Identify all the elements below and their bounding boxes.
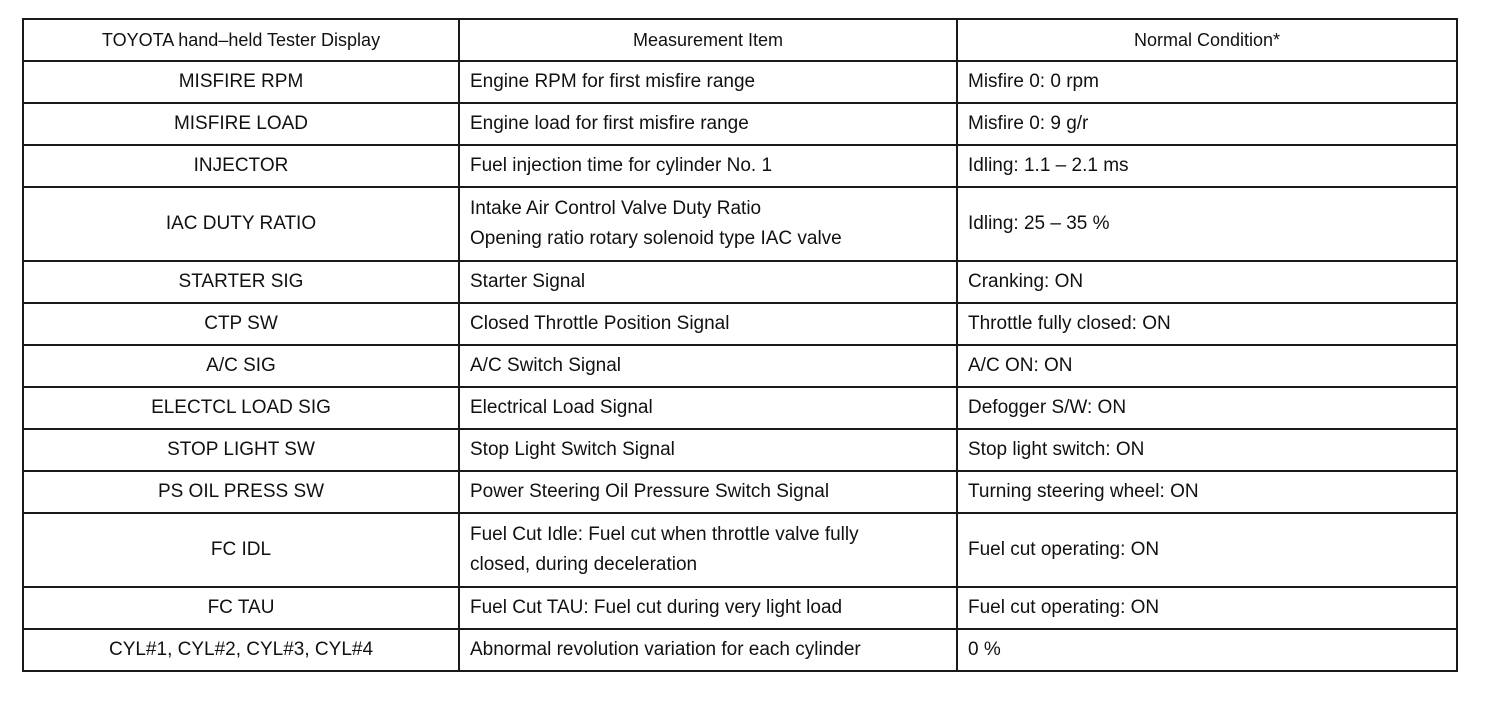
tester-display-cell: STOP LIGHT SW bbox=[23, 429, 459, 471]
tester-display-cell: ELECTCL LOAD SIG bbox=[23, 387, 459, 429]
measurement-item-cell bbox=[459, 187, 957, 261]
table-row bbox=[23, 513, 1457, 587]
normal-condition-cell: Idling: 1.1 – 2.1 ms bbox=[957, 145, 1457, 187]
table-row bbox=[23, 587, 1457, 629]
normal-condition-cell: A/C ON: ON bbox=[957, 345, 1457, 387]
header-measurement-item: Measurement Item bbox=[459, 19, 957, 61]
measurement-item-line: Stop Light Switch Signal bbox=[470, 439, 675, 460]
measurement-item-line: Fuel injection time for cylinder No. 1 bbox=[470, 155, 773, 176]
normal-condition-cell: Cranking: ON bbox=[957, 261, 1457, 303]
table-row bbox=[23, 261, 1457, 303]
measurement-item-line: Closed Throttle Position Signal bbox=[470, 313, 730, 334]
normal-condition-cell: Throttle fully closed: ON bbox=[957, 303, 1457, 345]
tester-display-cell: A/C SIG bbox=[23, 345, 459, 387]
header-normal-condition: Normal Condition* bbox=[957, 19, 1457, 61]
normal-condition-cell: Misfire 0: 0 rpm bbox=[957, 61, 1457, 103]
table-row bbox=[23, 187, 1457, 261]
normal-condition-cell: Fuel cut operating: ON bbox=[957, 587, 1457, 629]
table-row bbox=[23, 145, 1457, 187]
tester-display-cell: PS OIL PRESS SW bbox=[23, 471, 459, 513]
table-row bbox=[23, 103, 1457, 145]
tester-display-cell: MISFIRE RPM bbox=[23, 61, 459, 103]
measurement-item-cell bbox=[459, 387, 957, 429]
normal-condition-cell: Turning steering wheel: ON bbox=[957, 471, 1457, 513]
tester-display-cell: MISFIRE LOAD bbox=[23, 103, 459, 145]
measurement-item-cell bbox=[459, 629, 957, 671]
tester-display-cell: IAC DUTY RATIO bbox=[23, 187, 459, 261]
measurement-item-line: Opening ratio rotary solenoid type IAC valve bbox=[470, 228, 842, 249]
table-body bbox=[23, 61, 1457, 671]
tester-display-cell: STARTER SIG bbox=[23, 261, 459, 303]
measurement-item-line: Fuel Cut Idle: Fuel cut when throttle valve fully bbox=[470, 524, 859, 545]
tester-display-cell: INJECTOR bbox=[23, 145, 459, 187]
tester-data-sheet bbox=[22, 18, 1456, 672]
normal-condition-cell: Stop light switch: ON bbox=[957, 429, 1457, 471]
table-row bbox=[23, 471, 1457, 513]
table-row bbox=[23, 61, 1457, 103]
measurement-item-cell bbox=[459, 429, 957, 471]
table-row bbox=[23, 429, 1457, 471]
measurement-item-cell bbox=[459, 587, 957, 629]
measurement-item-line: Fuel Cut TAU: Fuel cut during very light load bbox=[470, 597, 843, 618]
normal-condition-cell: Fuel cut operating: ON bbox=[957, 513, 1457, 587]
measurement-item-cell bbox=[459, 261, 957, 303]
measurement-item-line: Engine load for first misfire range bbox=[470, 113, 749, 134]
tester-data-table bbox=[22, 18, 1458, 672]
measurement-item-line: A/C Switch Signal bbox=[470, 355, 622, 376]
measurement-item-line: Abnormal revolution variation for each cylinder bbox=[470, 639, 861, 660]
header-tester-display: TOYOTA hand–held Tester Display bbox=[23, 19, 459, 61]
tester-display-cell: CYL#1, CYL#2, CYL#3, CYL#4 bbox=[23, 629, 459, 671]
measurement-item-cell bbox=[459, 61, 957, 103]
measurement-item-line: Power Steering Oil Pressure Switch Signal bbox=[470, 481, 830, 502]
measurement-item-cell bbox=[459, 471, 957, 513]
tester-display-cell: FC IDL bbox=[23, 513, 459, 587]
measurement-item-cell bbox=[459, 345, 957, 387]
tester-display-cell: FC TAU bbox=[23, 587, 459, 629]
table-row bbox=[23, 345, 1457, 387]
measurement-item-cell bbox=[459, 513, 957, 587]
table-row bbox=[23, 387, 1457, 429]
measurement-item-cell bbox=[459, 103, 957, 145]
table-row bbox=[23, 303, 1457, 345]
measurement-item-line: Electrical Load Signal bbox=[470, 397, 653, 418]
measurement-item-cell bbox=[459, 303, 957, 345]
tester-display-cell: CTP SW bbox=[23, 303, 459, 345]
normal-condition-cell: Defogger S/W: ON bbox=[957, 387, 1457, 429]
table-row bbox=[23, 629, 1457, 671]
normal-condition-cell: 0 % bbox=[957, 629, 1457, 671]
normal-condition-cell: Idling: 25 – 35 % bbox=[957, 187, 1457, 261]
measurement-item-cell bbox=[459, 145, 957, 187]
measurement-item-line: closed, during deceleration bbox=[470, 554, 698, 575]
table-header-row bbox=[23, 19, 1457, 61]
measurement-item-line: Starter Signal bbox=[470, 271, 586, 292]
measurement-item-line: Engine RPM for first misfire range bbox=[470, 71, 756, 92]
normal-condition-cell: Misfire 0: 9 g/r bbox=[957, 103, 1457, 145]
measurement-item-line: Intake Air Control Valve Duty Ratio bbox=[470, 198, 762, 219]
